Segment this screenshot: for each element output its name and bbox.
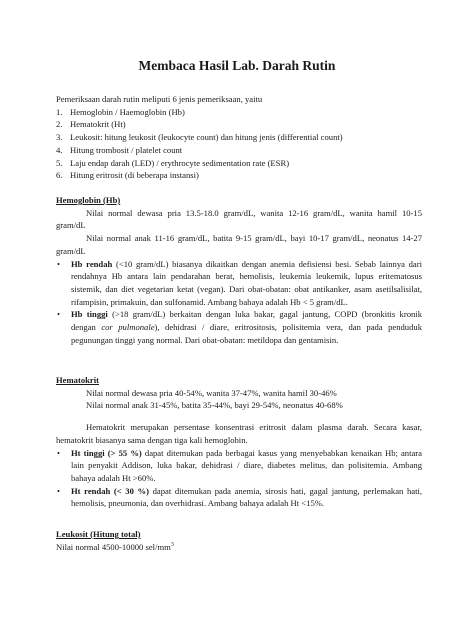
ht-normal-adult: Nilai normal dewasa pria 40-54%, wanita 37-47%, wanita hamil 30-46%	[86, 387, 337, 398]
section-heading-hemoglobin: Hemoglobin (Hb)	[56, 195, 121, 205]
list-item: 4. Hitung trombosit / platelet count	[56, 144, 183, 155]
document-title: Membaca Hasil Lab. Darah Rutin	[138, 58, 336, 73]
hb-low-label: Hb rendah	[71, 258, 113, 269]
bullet-icon: •	[57, 258, 61, 269]
exam-list	[56, 106, 422, 182]
bullet-icon: •	[57, 485, 61, 496]
hemoglobin-section	[56, 194, 422, 346]
leuko-normal: Nilai normal 4500-10000 sel/$mm^3$	[56, 541, 174, 552]
hb-high-bullet: • Hb tinggi (>18 gram/dL) berkaitan dengan luka bakar, gagal jantung, COPD (bronkitis kronik dengan cor pulmonale), dehidrasi / diare, eritrositosis, polisitemia vera, dan pada penduduk pegunungan tinggi yang normal. Dari obat-obatan: metildopa dan gentamisin.	[57, 309, 422, 345]
ht-normal-child: Nilai normal anak 31-45%, batita 35-44%, bayi 29-54%, neonatus 40-68%	[86, 400, 343, 411]
hb-low-text: (<10 gram/dL) biasanya dikaitkan dengan anemia defisiensi besi. Sebab lainnya dari rendahnya Hb antara lain pendarahan berat, hemolisis, leukemia leukemik, lupus eritematosus sistemik, dan diet vegetarian ketat (vegan). Dari obat-obatan: obat antikanker, asam asetilsalisilat, rifampisin, primakuin, dan sulfonamid. Ambang bahaya adalah Hb < 5 gram/dL.	[71, 258, 422, 307]
ht-low-bullet: • Ht rendah (< 30 %) dapat ditemukan pada anemia, sirosis hati, gagal jantung, perlemakan hati, hemolisis, pneumonia, dan overhidrasi. Ambang bahaya adalah Ht <15%.	[57, 485, 422, 509]
hb-high-label: Hb tinggi	[71, 309, 108, 320]
hb-normal-adult: Nilai normal dewasa pria 13.5-18.0 gram/dL, wanita 12-16 gram/dL, wanita hamil 10-15 gram/dL	[56, 207, 422, 231]
ht-description: Hematokrit merupakan persentase konsentrasi eritrosit dalam plasma darah. Secara kasar, hematokrit biasanya sama dengan tiga kali hemoglobin.	[56, 422, 422, 445]
section-heading-leukosit: Leukosit (Hitung total)	[56, 529, 141, 539]
bullet-icon: •	[57, 309, 61, 320]
leukosit-section	[56, 528, 422, 553]
hematokrit-section	[56, 374, 422, 510]
list-item: 6. Hitung eritrosit (di beberapa instansi)	[56, 170, 199, 181]
hb-high-italic: cor pulmonale	[101, 322, 155, 333]
ht-high-bullet: • Ht tinggi (> 55 %) dapat ditemukan pada berbagai kasus yang menyebabkan kenaikan Hb; antara lain penyakit Addison, luka bakar, dehidrasi / diare, diabetes melitus, dan polisitemia. Ambang bahaya adalah Ht >60%.	[57, 447, 422, 483]
ht-low-label: Ht rendah (< 30 %)	[71, 485, 149, 496]
bullet-icon: •	[57, 447, 61, 458]
hb-low-bullet	[56, 258, 422, 309]
section-heading-hematokrit: Hematokrit	[56, 375, 99, 385]
list-item: 3. Leukosit: hitung leukosit (leukocyte count) dan hitung jenis (differential count)	[56, 132, 343, 143]
list-item: 1. Hemoglobin / Haemoglobin (Hb)	[56, 106, 185, 117]
list-item: 5. Laju endap darah (LED) / erythrocyte sedimentation rate (ESR)	[56, 157, 290, 168]
list-item: 2. Hematokrit (Ht)	[56, 119, 126, 130]
ht-high-label: Ht tinggi (> 55 %)	[71, 447, 142, 458]
intro-text: Pemeriksaan darah rutin meliputi 6 jenis pemeriksaan, yaitu	[56, 94, 263, 104]
hb-normal-child: Nilai normal anak 11-16 gram/dL, batita 9-15 gram/dL, bayi 10-17 gram/dL, neonatus 14-27 gram/dL	[56, 233, 422, 256]
intro-section	[56, 93, 422, 182]
